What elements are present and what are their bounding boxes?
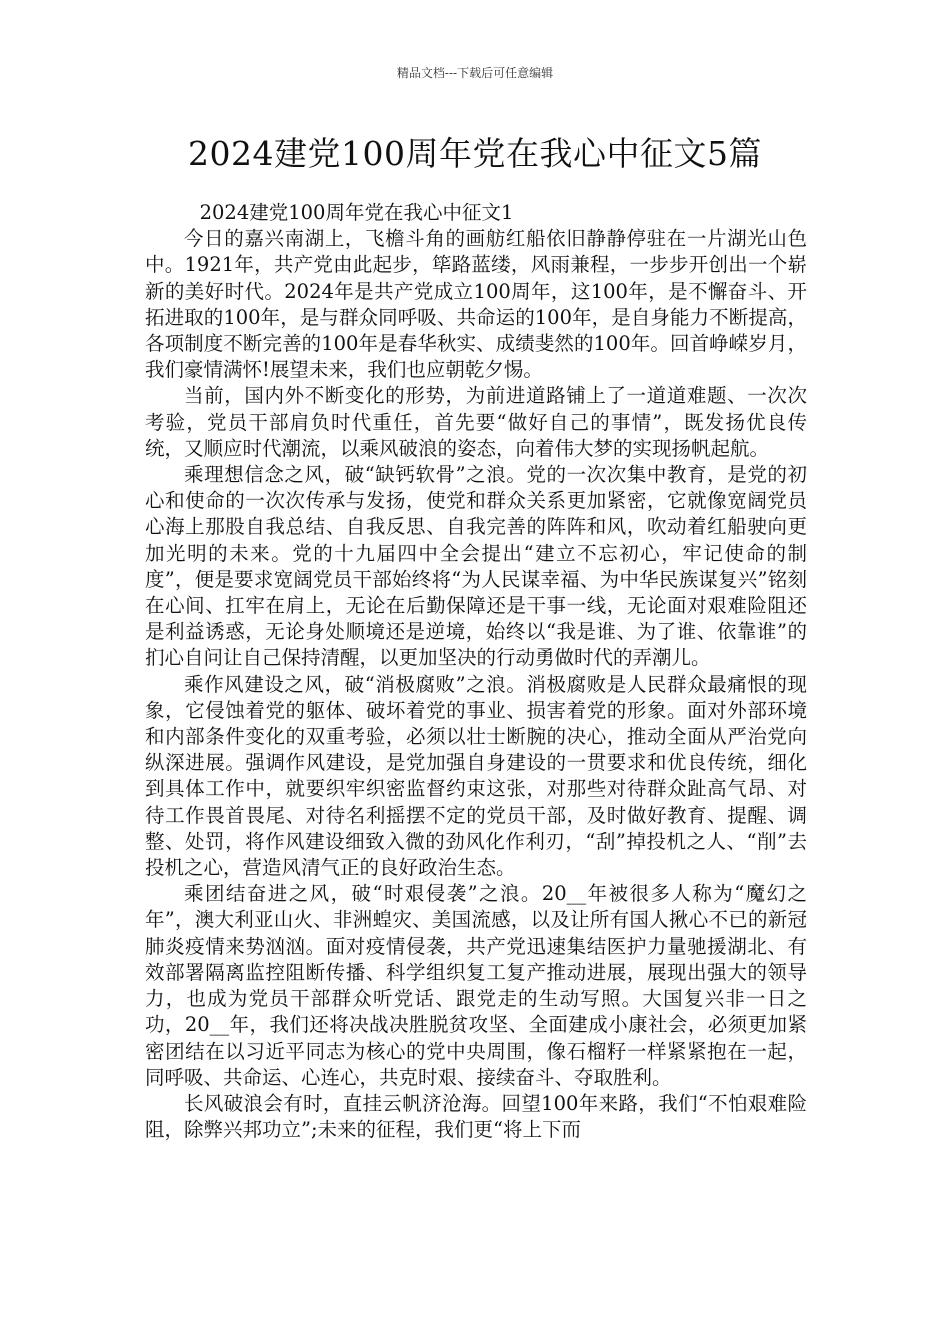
- page-header: 精品文档---下载后可任意编辑: [396, 66, 554, 80]
- document-title: 2024建党100周年党在我心中征文5篇: [188, 134, 762, 173]
- article-body: [145, 200, 807, 1143]
- paragraph: 今日的嘉兴南湖上，飞檐斗角的画舫红船依旧静静停驻在一片湖光山色中。1921年，共产党由此起步，筚路蓝缕，风雨兼程，一步步开创出一个崭新的美好时代。2024年是共产党成立100周年，这100年，是不懈奋斗、开拓进取的100年，是与群众同呼吸、共命运的100年，是自身能力不断提高，各项制度不断完善的100年是春华秋实、成绩斐然的100年。回首峥嵘岁月，我们豪情满怀!展望未来，我们也应朝乾夕惕。: [145, 227, 807, 382]
- paragraph: 乘理想信念之风，破“缺钙软骨”之浪。党的一次次集中教育，是党的初心和使命的一次次传承与发扬，使党和群众关系更加紧密，它就像宽阔党员心海上那股自我总结、自我反思、自我完善的阵阵和风，吹动着红船驶向更加光明的未来。党的十九届四中全会提出“建立不忘初心，牢记使命的制度”，便是要求宽阔党员干部始终将“为人民谋幸福、为中华民族谋复兴”铭刻在心间、扛牢在肩上，无论在后勤保障还是干事一线，无论面对艰难险阻还是利益诱惑，无论身处顺境还是逆境，始终以“我是谁、为了谁、依靠谁”的扪心自问让自己保持清醒，以更加坚决的行动勇做时代的弄潮儿。: [145, 463, 807, 670]
- paragraph: 乘作风建设之风，破“消极腐败”之浪。消极腐败是人民群众最痛恨的现象，它侵蚀着党的躯体、破坏着党的事业、损害着党的形象。面对外部环境和内部条件变化的双重考验，必须以壮士断腕的决心，推动全面从严治党向纵深进展。强调作风建设，是党加强自身建设的一贯要求和优良传统，细化到具体工作中，就要织牢织密监督约束这张，对那些对待群众趾高气昂、对待工作畏首畏尾、对待名利摇摆不定的党员干部，及时做好教育、提醒、调整、处罚，将作风建设细致入微的劲风化作利刃，“刮”掉投机之人、“削”去投机之心，营造风清气正的良好政治生态。: [145, 672, 807, 880]
- paragraph: 乘团结奋进之风，破“时艰侵袭”之浪。20__年被很多人称为“魔幻之年”，澳大利亚山火、非洲蝗灾、美国流感，以及让所有国人揪心不已的新冠肺炎疫情来势汹汹。面对疫情侵袭，共产党迅速集结医护力量驰援湖北、有效部署隔离监控阻断传播、科学组织复工复产推动进展，展现出强大的领导力，也成为党员干部群众听党话、跟党走的生动写照。大国复兴非一日之功，20__年，我们还将决战决胜脱贫攻坚、全面建成小康社会，必须更加紧密团结在以习近平同志为核心的党中央周围，像石榴籽一样紧紧抱在一起，同呼吸、共命运、心连心，共克时艰、接续奋斗、夺取胜利。: [145, 882, 807, 1089]
- paragraph: 当前，国内外不断变化的形势，为前进道路铺上了一道道难题、一次次考验，党员干部肩负时代重任，首先要“做好自己的事情”，既发扬优良传统，又顺应时代潮流，以乘风破浪的姿态，向着伟大梦的实现扬帆起航。: [145, 384, 807, 460]
- article-subtitle: 2024建党100周年党在我心中征文1: [199, 201, 514, 224]
- paragraph: 长风破浪会有时，直挂云帆济沧海。回望100年来路，我们“不怕艰难险阻，除弊兴邦功立”;未来的征程，我们更“将上下而: [145, 1091, 807, 1142]
